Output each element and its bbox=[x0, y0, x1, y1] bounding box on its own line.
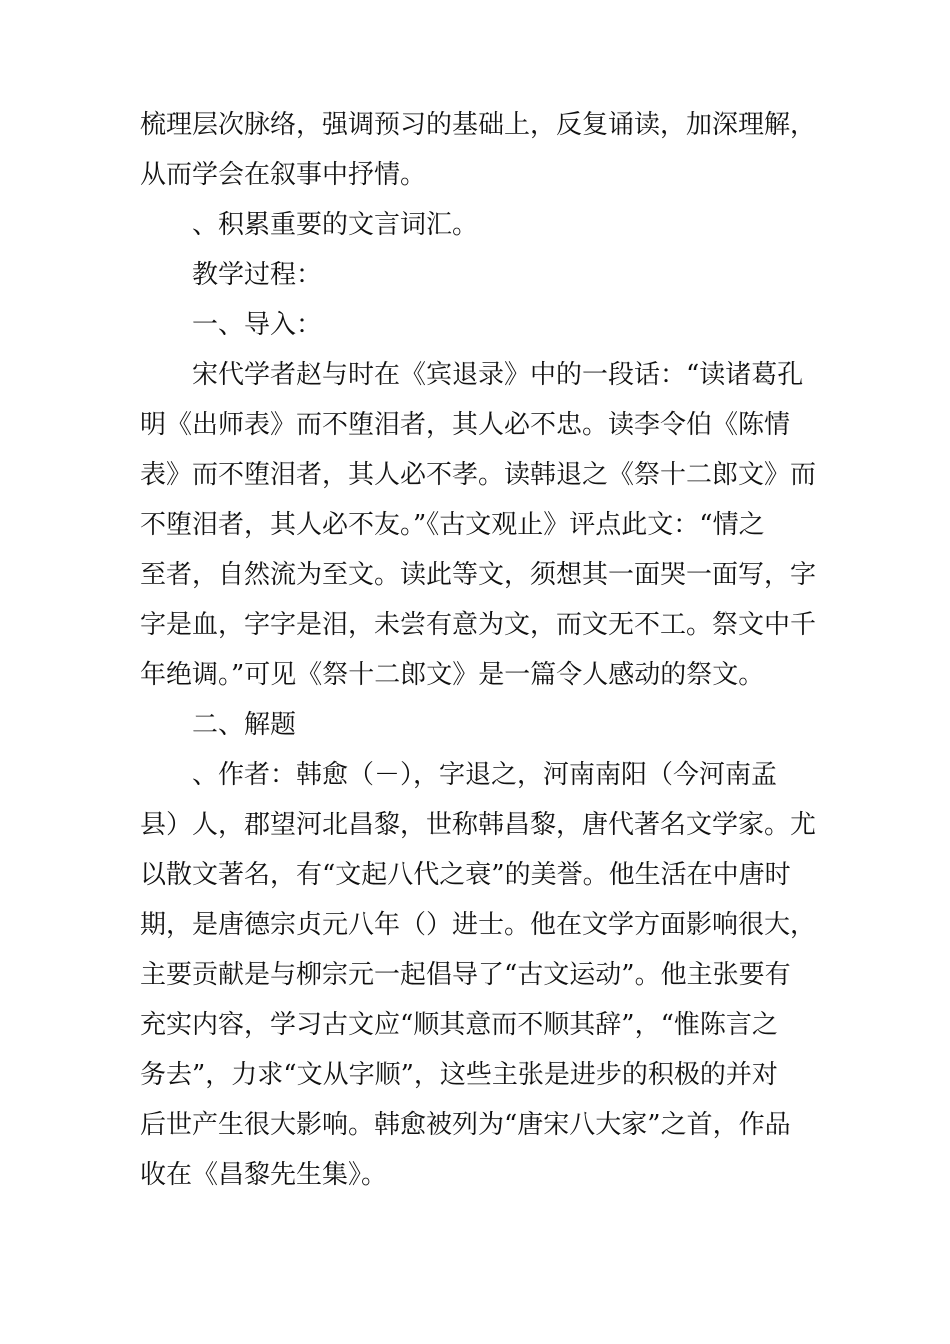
text-line: 至者，自然流为至文。读此等文，须想其一面哭一面写，字 bbox=[140, 560, 817, 590]
section-heading: 二、解题 bbox=[192, 710, 297, 740]
text-line: 表》而不堕泪者，其人必不孝。读韩退之《祭十二郎文》而 bbox=[140, 460, 817, 490]
text-line: 收在《昌黎先生集》。 bbox=[140, 1160, 388, 1190]
section-heading: 一、导入： bbox=[192, 310, 323, 340]
text-line: 教学过程： bbox=[192, 260, 323, 290]
text-line: 、积累重要的文言词汇。 bbox=[192, 210, 479, 240]
body-text bbox=[140, 100, 817, 1200]
text-line: 务去”，力求“文从字顺”，这些主张是进步的积极的并对 bbox=[140, 1060, 778, 1090]
text-line: 县）人，郡望河北昌黎，世称韩昌黎，唐代著名文学家。尤 bbox=[140, 810, 817, 840]
text-line: 字是血，字字是泪，未尝有意为文，而文无不工。祭文中千 bbox=[140, 610, 817, 640]
text-line: 主要贡献是与柳宗元一起倡导了“古文运动”。他主张要有 bbox=[140, 960, 791, 990]
text-line: 、作者：韩愈（－），字退之，河南南阳（今河南孟 bbox=[192, 760, 778, 790]
text-line: 梳理层次脉络，强调预习的基础上，反复诵读，加深理解， bbox=[140, 110, 817, 140]
text-line: 宋代学者赵与时在《宾退录》中的一段话：“读诸葛孔 bbox=[192, 360, 804, 390]
text-line: 期，是唐德宗贞元八年（）进士。他在文学方面影响很大， bbox=[140, 910, 817, 940]
text-line: 以散文著名，有“文起八代之衰”的美誉。他生活在中唐时 bbox=[140, 860, 791, 890]
text-line: 不堕泪者，其人必不友。”《古文观止》评点此文：“情之 bbox=[140, 510, 765, 540]
text-line: 明《出师表》而不堕泪者，其人必不忠。读李令伯《陈情 bbox=[140, 410, 791, 440]
text-line: 充实内容，学习古文应“顺其意而不顺其辞”，“惟陈言之 bbox=[140, 1010, 778, 1040]
text-line: 从而学会在叙事中抒情。 bbox=[140, 160, 427, 190]
text-line: 后世产生很大影响。韩愈被列为“唐宋八大家”之首，作品 bbox=[140, 1110, 791, 1140]
text-line: 年绝调。”可见《祭十二郎文》是一篇令人感动的祭文。 bbox=[140, 660, 765, 690]
